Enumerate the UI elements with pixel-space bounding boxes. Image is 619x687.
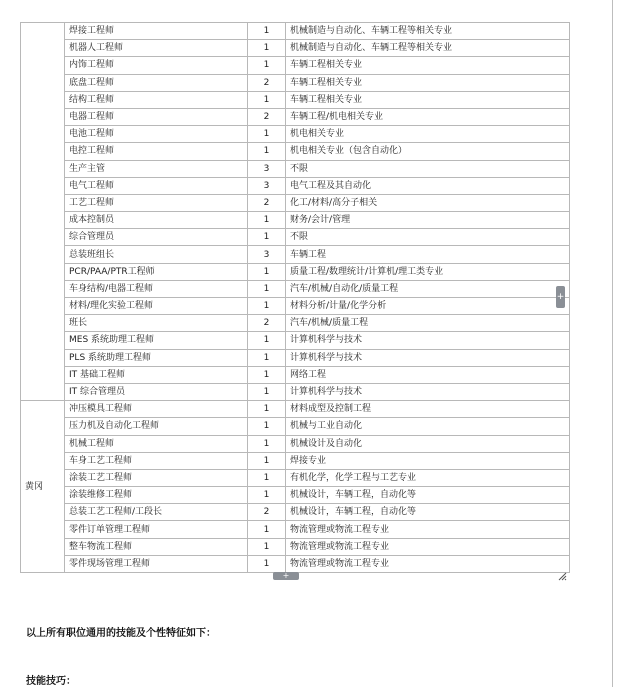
major-cell: 质量工程/数理统计/计算机/理工类专业 <box>286 263 570 280</box>
position-cell: 机器人工程师 <box>65 40 248 57</box>
major-cell: 车辆工程相关专业 <box>286 91 570 108</box>
position-cell: 总装工艺工程师/工段长 <box>65 504 248 521</box>
major-cell: 汽车/机械/自动化/质量工程 <box>286 280 570 297</box>
headcount-cell: 3 <box>248 246 286 263</box>
position-cell: 班长 <box>65 315 248 332</box>
table-row <box>21 435 570 452</box>
table-row <box>21 74 570 91</box>
headcount-cell: 1 <box>248 452 286 469</box>
table-row <box>21 212 570 229</box>
major-cell: 汽车/机械/质量工程 <box>286 315 570 332</box>
table-row <box>21 366 570 383</box>
major-cell: 有机化学，化学工程与工艺专业 <box>286 469 570 486</box>
headcount-cell: 3 <box>248 177 286 194</box>
headcount-cell: 2 <box>248 74 286 91</box>
table-row <box>21 315 570 332</box>
major-cell: 机电相关专业 <box>286 126 570 143</box>
major-cell: 材料成型及控制工程 <box>286 401 570 418</box>
add-column-button[interactable]: + <box>556 286 565 308</box>
position-cell: 零件现场管理工程师 <box>65 555 248 572</box>
position-cell: 电控工程师 <box>65 143 248 160</box>
table-row <box>21 91 570 108</box>
table-row <box>21 332 570 349</box>
table-row <box>21 469 570 486</box>
major-cell: 机电相关专业（包含自动化） <box>286 143 570 160</box>
region-cell: 黄冈 <box>21 401 65 573</box>
table-row <box>21 177 570 194</box>
position-cell: 车身工艺工程师 <box>65 452 248 469</box>
table-row <box>21 298 570 315</box>
table-row <box>21 401 570 418</box>
position-cell: 机械工程师 <box>65 435 248 452</box>
headcount-cell: 1 <box>248 126 286 143</box>
headcount-cell: 1 <box>248 469 286 486</box>
table-row <box>21 383 570 400</box>
table-row <box>21 521 570 538</box>
add-row-button[interactable]: + <box>273 572 299 580</box>
major-cell: 计算机科学与技术 <box>286 383 570 400</box>
headcount-cell: 1 <box>248 57 286 74</box>
major-cell: 材料分析/计量/化学分析 <box>286 298 570 315</box>
position-cell: IT 基础工程师 <box>65 366 248 383</box>
headcount-cell: 2 <box>248 194 286 211</box>
headcount-cell: 3 <box>248 160 286 177</box>
position-cell: 车身结构/电器工程师 <box>65 280 248 297</box>
page-edge <box>612 0 613 687</box>
major-cell: 车辆工程相关专业 <box>286 57 570 74</box>
position-cell: 内饰工程师 <box>65 57 248 74</box>
major-cell: 机械制造与自动化、车辆工程等相关专业 <box>286 40 570 57</box>
headcount-cell: 1 <box>248 91 286 108</box>
table-row <box>21 555 570 572</box>
major-cell: 化工/材料/高分子相关 <box>286 194 570 211</box>
table-row <box>21 23 570 40</box>
position-cell: IT 综合管理员 <box>65 383 248 400</box>
headcount-cell: 1 <box>248 366 286 383</box>
headcount-cell: 2 <box>248 504 286 521</box>
table-row <box>21 57 570 74</box>
headcount-cell: 1 <box>248 298 286 315</box>
position-cell: 冲压模具工程师 <box>65 401 248 418</box>
major-cell: 不限 <box>286 229 570 246</box>
position-cell: 成本控制员 <box>65 212 248 229</box>
position-cell: 总装班组长 <box>65 246 248 263</box>
major-cell: 机械设计，车辆工程，自动化等 <box>286 504 570 521</box>
major-cell: 焊接专业 <box>286 452 570 469</box>
table-row <box>21 143 570 160</box>
headcount-cell: 1 <box>248 435 286 452</box>
headcount-cell: 1 <box>248 538 286 555</box>
headcount-cell: 1 <box>248 383 286 400</box>
major-cell: 车辆工程/机电相关专业 <box>286 108 570 125</box>
table-row <box>21 487 570 504</box>
position-cell: 电器工程师 <box>65 108 248 125</box>
position-cell: 综合管理员 <box>65 229 248 246</box>
headcount-cell: 1 <box>248 418 286 435</box>
position-cell: MES 系统助理工程师 <box>65 332 248 349</box>
headcount-cell: 2 <box>248 315 286 332</box>
table-row <box>21 452 570 469</box>
major-cell: 物流管理或物流工程专业 <box>286 521 570 538</box>
table-row <box>21 194 570 211</box>
headcount-cell: 1 <box>248 143 286 160</box>
position-cell: 涂装维修工程师 <box>65 487 248 504</box>
headcount-cell: 2 <box>248 108 286 125</box>
table-row <box>21 246 570 263</box>
position-cell: 整车物流工程师 <box>65 538 248 555</box>
major-cell: 计算机科学与技术 <box>286 349 570 366</box>
major-cell: 电气工程及其自动化 <box>286 177 570 194</box>
position-cell: 电气工程师 <box>65 177 248 194</box>
position-cell: 零件订单管理工程师 <box>65 521 248 538</box>
headcount-cell: 1 <box>248 521 286 538</box>
table-row <box>21 504 570 521</box>
table-row <box>21 160 570 177</box>
major-cell: 不限 <box>286 160 570 177</box>
major-cell: 机械设计，车辆工程，自动化等 <box>286 487 570 504</box>
table-resize-icon[interactable] <box>558 572 567 581</box>
headcount-cell: 1 <box>248 487 286 504</box>
headcount-cell: 1 <box>248 212 286 229</box>
major-cell: 计算机科学与技术 <box>286 332 570 349</box>
headcount-cell: 1 <box>248 229 286 246</box>
position-cell: 结构工程师 <box>65 91 248 108</box>
major-cell: 网络工程 <box>286 366 570 383</box>
position-cell: 底盘工程师 <box>65 74 248 91</box>
headcount-cell: 1 <box>248 23 286 40</box>
major-cell: 机械设计及自动化 <box>286 435 570 452</box>
table-row <box>21 229 570 246</box>
major-cell: 机械与工业自动化 <box>286 418 570 435</box>
skills-heading: 技能技巧： <box>26 676 76 687</box>
general-skills-heading: 以上所有职位通用的技能及个性特征如下： <box>26 628 216 639</box>
position-cell: 材料/理化实验工程师 <box>65 298 248 315</box>
table-row <box>21 126 570 143</box>
position-cell: 焊接工程师 <box>65 23 248 40</box>
headcount-cell: 1 <box>248 263 286 280</box>
table-row <box>21 538 570 555</box>
position-cell: 压力机及自动化工程师 <box>65 418 248 435</box>
position-cell: PLS 系统助理工程师 <box>65 349 248 366</box>
position-cell: PCR/PAA/PTR工程师 <box>65 263 248 280</box>
table-row <box>21 418 570 435</box>
table-row <box>21 263 570 280</box>
major-cell: 车辆工程 <box>286 246 570 263</box>
position-cell: 工艺工程师 <box>65 194 248 211</box>
table-row <box>21 40 570 57</box>
table-row <box>21 280 570 297</box>
table-row <box>21 349 570 366</box>
headcount-cell: 1 <box>248 40 286 57</box>
region-cell <box>21 23 65 401</box>
table-row <box>21 108 570 125</box>
major-cell: 车辆工程相关专业 <box>286 74 570 91</box>
position-cell: 电池工程师 <box>65 126 248 143</box>
headcount-cell: 1 <box>248 555 286 572</box>
headcount-cell: 1 <box>248 280 286 297</box>
major-cell: 物流管理或物流工程专业 <box>286 538 570 555</box>
major-cell: 财务/会计/管理 <box>286 212 570 229</box>
recruitment-table <box>20 22 570 573</box>
headcount-cell: 1 <box>248 401 286 418</box>
position-cell: 涂装工艺工程师 <box>65 469 248 486</box>
headcount-cell: 1 <box>248 332 286 349</box>
major-cell: 物流管理或物流工程专业 <box>286 555 570 572</box>
headcount-cell: 1 <box>248 349 286 366</box>
position-cell: 生产主管 <box>65 160 248 177</box>
major-cell: 机械制造与自动化、车辆工程等相关专业 <box>286 23 570 40</box>
